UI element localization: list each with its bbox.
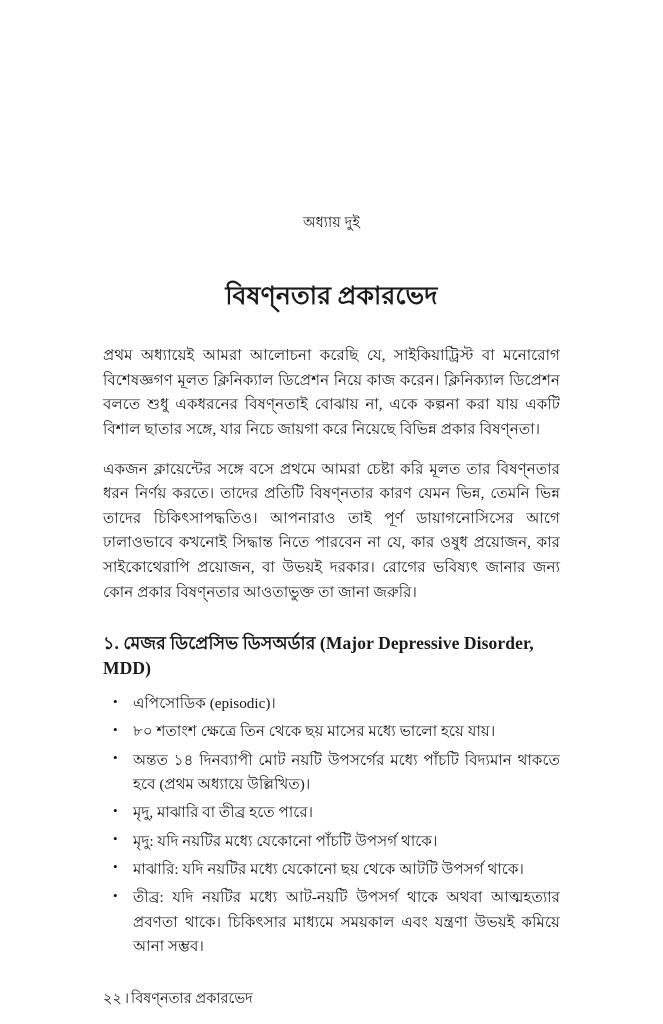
section-heading-mdd: ১. মেজর ডিপ্রেসিভ ডিসঅর্ডার (Major Depressive Disorder, MDD) <box>103 633 534 679</box>
chapter-label: অধ্যায় দুই <box>302 215 361 231</box>
list-item: • এপিসোডিক (episodic)। <box>103 692 560 716</box>
list-item: • অন্তত ১৪ দিনব্যাপী মোট নয়টি উপসর্গের মধ্যে পাঁচটি বিদ্যমান থাকতে হবে (প্রথম অধ্যায়ে উল্লিখিত)। <box>103 749 560 798</box>
list-item: • ৮০ শতাংশ ক্ষেত্রে তিন থেকে ছয় মাসের মধ্যে ভালো হয়ে যায়। <box>103 720 560 744</box>
mdd-bullet-list <box>103 692 560 959</box>
footer-separator: । <box>123 991 130 1008</box>
footer-running-title: বিষণ্নতার প্রকারভেদ <box>131 991 253 1008</box>
body-paragraph-1: প্রথম অধ্যায়েই আমরা আলোচনা করেছি যে, সাইকিয়াট্রিস্ট বা মনোরোগ বিশেষজ্ঞগণ মূলত ক্লিনিক্যাল ডিপ্রেশন নিয়ে কাজ করেন। ক্লিনিক্যাল ডিপ্রেশন বলতে শুধু একধরনের বিষণ্নতাই বোঝায় না, একে কল্পনা করা যায় একটি বিশাল ছাতার সঙ্গে, যার নিচে জায়গা করে নিয়েছে বিভিন্ন প্রকার বিষণ্নতা। <box>103 347 560 438</box>
page-content-column <box>103 0 560 1009</box>
list-item: • তীব্র: যদি নয়টির মধ্যে আট-নয়টি উপসর্গ থাকে অথবা আত্মহত্যার প্রবণতা থাকে। চিকিৎসার মাধ্যমে সময়কাল এবং যন্ত্রণা উভয়ই কমিয়ে আনা সম্ভব। <box>103 886 560 959</box>
list-item: • মাঝারি: যদি নয়টির মধ্যে যেকোনো ছয় থেকে আটটি উপসর্গ থাকে। <box>103 858 560 882</box>
chapter-title: বিষণ্নতার প্রকারভেদ <box>225 282 438 310</box>
footer-page-number: ২২ <box>103 991 122 1008</box>
list-item: • মৃদু, মাঝারি বা তীব্র হতে পারে। <box>103 801 560 825</box>
list-item: • মৃদু: যদি নয়টির মধ্যে যেকোনো পাঁচটি উপসর্গ থাকে। <box>103 830 560 854</box>
page-footer <box>103 989 560 1009</box>
body-paragraph-2: একজন ক্লায়েন্টের সঙ্গে বসে প্রথমে আমরা চেষ্টা করি মূলত তার বিষণ্নতার ধরন নির্ণয় করতে। তাদের প্রতিটি বিষণ্নতার কারণ যেমন ভিন্ন, তেমনি ভিন্ন তাদের চিকিৎসাপদ্ধতিও। আপনারাও তাই পূর্ণ ডায়াগনোসিসের আগে ঢালাওভাবে কখনোই সিদ্ধান্ত নিতে পারবেন না যে, কার ওষুধ প্রয়োজন, কার সাইকোথেরাপি প্রয়োজন, বা উভয়ই দরকার। রোগের ভবিষ্যৎ জানার জন্য কোন প্রকার বিষণ্নতার আওতাভুক্ত তা জানা জরুরি। <box>103 460 560 601</box>
